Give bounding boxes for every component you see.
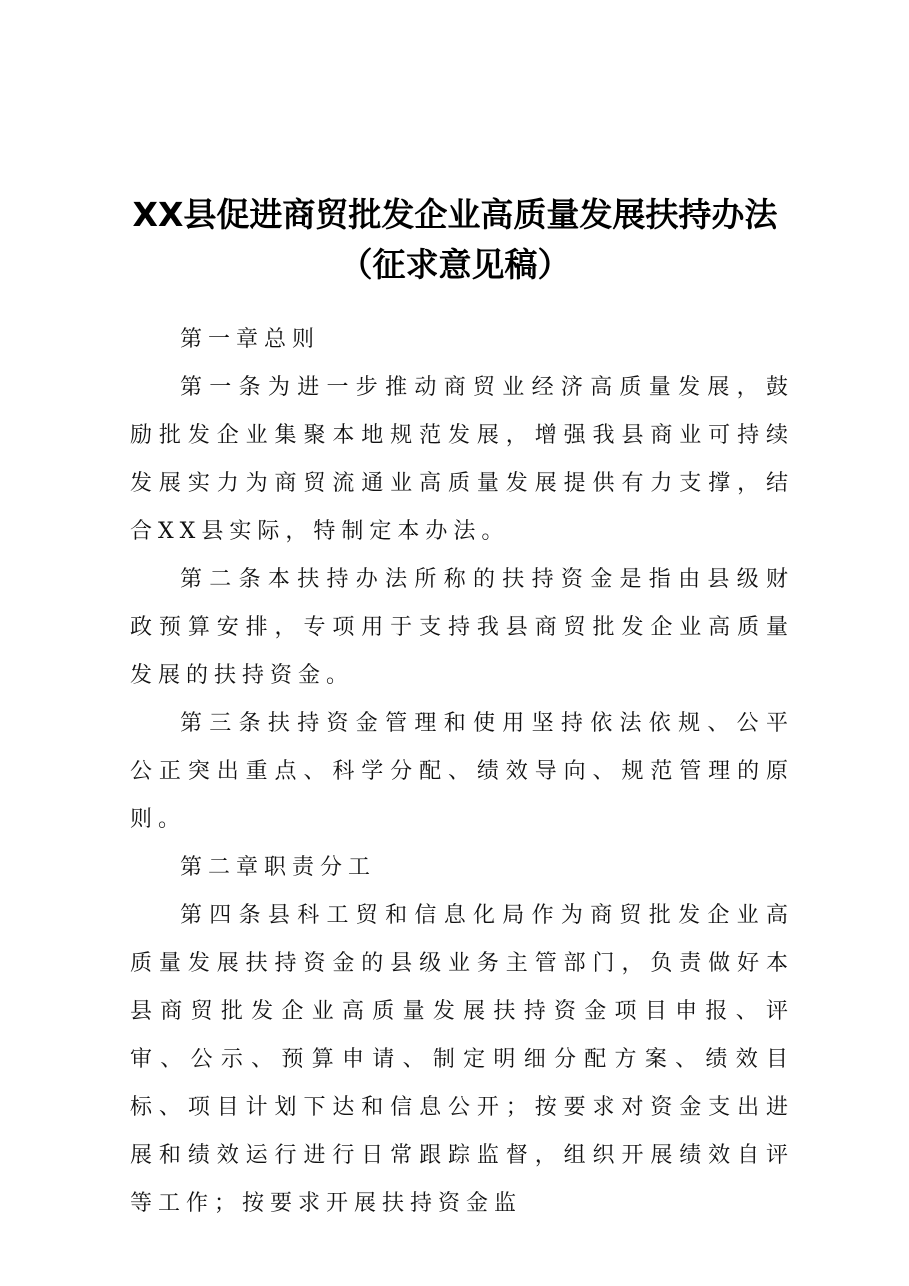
article-3: 第三条扶持资金管理和使用坚持依法依规、公平公正突出重点、科学分配、绩效导向、规范管理的原则。: [130, 711, 794, 832]
article-4: 第四条县科工贸和信息化局作为商贸批发企业高质量发展扶持资金的县级业务主管部门，负责做好本县商贸批发企业高质量发展扶持资金项目申报、评审、公示、预算申请、制定明细分配方案、绩效目标、项目计划下达和信息公开；按要求对资金支出进展和绩效运行进行日常跟踪监督，组织开展绩效自评等工作；按要求开展扶持资金监: [130, 903, 794, 1216]
article-2: 第二条本扶持办法所称的扶持资金是指由县级财政预算安排，专项用于支持我县商贸批发企业高质量发展的扶持资金。: [130, 567, 794, 688]
article-1: 第一条为进一步推动商贸业经济高质量发展，鼓励批发企业集聚本地规范发展，增强我县商业可持续发展实力为商贸流通业高质量发展提供有力支撑，结合XX县实际，特制定本办法。: [130, 375, 794, 544]
chapter-heading-duties: 第二章职责分工: [180, 855, 377, 880]
chapter-heading-general: 第一章总则: [180, 327, 321, 352]
document-title: XX县促进商贸批发企业高质量发展扶持办法（征求意见稿）: [132, 195, 778, 284]
document-body: [130, 316, 794, 1228]
